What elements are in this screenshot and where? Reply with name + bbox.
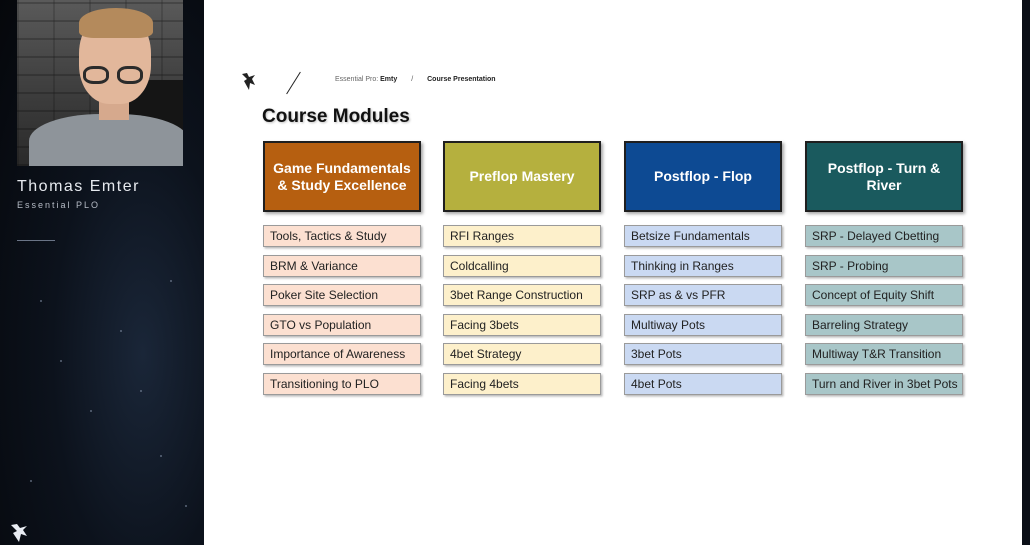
module-item: 4bet Pots xyxy=(624,373,782,395)
module-column-flop xyxy=(624,141,782,403)
module-item: Poker Site Selection xyxy=(263,284,421,306)
brand-logo-icon xyxy=(240,72,256,92)
module-item: Transitioning to PLO xyxy=(263,373,421,395)
module-item: Betsize Fundamentals xyxy=(624,225,782,247)
breadcrumb xyxy=(335,76,496,83)
speaker-panel xyxy=(0,0,204,545)
brand-logo-icon xyxy=(8,522,30,544)
module-item: BRM & Variance xyxy=(263,255,421,277)
module-item: Turn and River in 3bet Pots xyxy=(805,373,963,395)
breadcrumb-label: Essential Pro: xyxy=(335,76,379,83)
module-column-preflop xyxy=(443,141,601,403)
module-header: Preflop Mastery xyxy=(443,141,601,212)
speaker-subtitle: Essential PLO xyxy=(17,200,101,210)
breadcrumb-author: Emty xyxy=(380,76,398,83)
module-item: Multiway T&R Transition xyxy=(805,343,963,365)
module-item: SRP as & vs PFR xyxy=(624,284,782,306)
presentation-slide xyxy=(204,0,1022,545)
module-item: GTO vs Population xyxy=(263,314,421,336)
module-item: Tools, Tactics & Study xyxy=(263,225,421,247)
module-item: Facing 4bets xyxy=(443,373,601,395)
divider xyxy=(17,240,55,241)
module-item: 4bet Strategy xyxy=(443,343,601,365)
module-item: SRP - Delayed Cbetting xyxy=(805,225,963,247)
module-item: Barreling Strategy xyxy=(805,314,963,336)
module-item: RFI Ranges xyxy=(443,225,601,247)
window-edge xyxy=(1022,0,1030,545)
module-item: Facing 3bets xyxy=(443,314,601,336)
module-header: Game Fundamentals & Study Excellence xyxy=(263,141,421,212)
divider xyxy=(286,72,301,95)
module-header: Postflop - Turn & River xyxy=(805,141,963,212)
module-item: Thinking in Ranges xyxy=(624,255,782,277)
module-item: Coldcalling xyxy=(443,255,601,277)
webcam-video xyxy=(17,0,183,166)
breadcrumb-separator: / xyxy=(411,76,414,83)
module-item: 3bet Pots xyxy=(624,343,782,365)
module-item: Importance of Awareness xyxy=(263,343,421,365)
module-item: 3bet Range Construction xyxy=(443,284,601,306)
module-column-fundamentals xyxy=(263,141,421,403)
module-item: Concept of Equity Shift xyxy=(805,284,963,306)
breadcrumb-current: Course Presentation xyxy=(427,76,496,83)
slide-title: Course Modules xyxy=(262,106,410,127)
module-item: Multiway Pots xyxy=(624,314,782,336)
module-column-turn-river xyxy=(805,141,963,403)
module-item: SRP - Probing xyxy=(805,255,963,277)
module-header: Postflop - Flop xyxy=(624,141,782,212)
speaker-name: Thomas Emter xyxy=(17,178,140,195)
